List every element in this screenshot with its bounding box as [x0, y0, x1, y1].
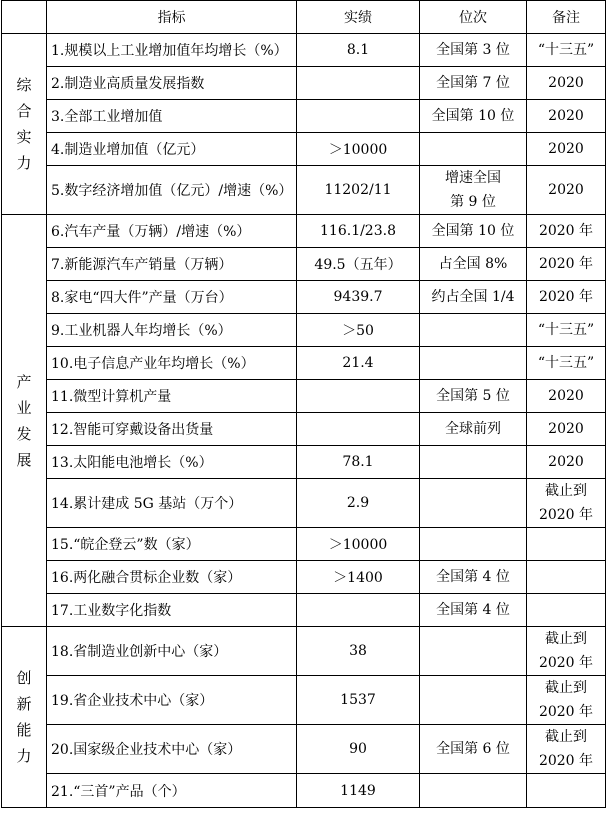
table-row — [2, 166, 606, 215]
note-line: 2020 年 — [538, 507, 594, 523]
rank-cell — [420, 314, 527, 347]
note-line: 2020 年 — [538, 289, 594, 305]
actual-cell: ＞10000 — [297, 528, 420, 561]
table-row — [2, 380, 606, 413]
indicator-cell: 18.省制造业创新中心（家） — [47, 627, 297, 676]
indicator-table — [1, 0, 606, 808]
note-line: 2020 — [548, 388, 584, 404]
table-row — [2, 627, 606, 676]
actual-cell: 1149 — [297, 774, 420, 808]
note-line: 截止到 — [545, 483, 587, 499]
rank-cell — [420, 676, 527, 725]
rank-line: 全国第 10 位 — [431, 108, 515, 124]
table-row — [2, 248, 606, 281]
category-char: 能 — [16, 721, 32, 739]
indicator-cell: 4.制造业增加值（亿元） — [47, 133, 297, 166]
actual-cell: ＞50 — [297, 314, 420, 347]
indicator-cell: 5.数字经济增加值（亿元）/增速（%） — [47, 166, 297, 215]
indicator-cell: 16.两化融合贯标企业数（家） — [47, 561, 297, 594]
actual-cell: 49.5（五年） — [297, 248, 420, 281]
note-line: 2020 — [548, 454, 584, 470]
note-cell — [527, 347, 606, 380]
note-line: 2020 年 — [538, 223, 594, 239]
table-row — [2, 446, 606, 479]
actual-cell — [297, 67, 420, 100]
note-line: 2020 年 — [538, 256, 594, 272]
actual-cell: 8.1 — [297, 34, 420, 67]
rank-cell — [420, 100, 527, 133]
category-label — [2, 627, 47, 808]
category-label — [2, 215, 47, 627]
rank-line: 全国第 4 位 — [436, 602, 510, 618]
indicator-cell: 6.汽车产量（万辆）/增速（%） — [47, 215, 297, 248]
note-cell — [527, 314, 606, 347]
indicator-cell: 3.全部工业增加值 — [47, 100, 297, 133]
actual-cell — [297, 594, 420, 627]
table-row — [2, 67, 606, 100]
actual-cell: 11202/11 — [297, 166, 420, 215]
indicator-cell: 19.省企业技术中心（家） — [47, 676, 297, 725]
indicator-cell: 17.工业数字化指数 — [47, 594, 297, 627]
note-line: 2020 — [548, 75, 584, 91]
table-row — [2, 413, 606, 446]
category-label — [2, 34, 47, 215]
actual-cell: 116.1/23.8 — [297, 215, 420, 248]
table-body — [2, 34, 606, 808]
rank-cell — [420, 594, 527, 627]
rank-cell — [420, 561, 527, 594]
indicator-cell: 14.累计建成 5G 基站（万个） — [47, 479, 297, 528]
rank-cell — [420, 281, 527, 314]
indicator-cell: 1.规模以上工业增加值年均增长（%） — [47, 34, 297, 67]
note-line: 截止到 — [545, 680, 587, 696]
actual-cell: 90 — [297, 725, 420, 774]
note-cell — [527, 528, 606, 561]
note-cell — [527, 380, 606, 413]
rank-cell — [420, 528, 527, 561]
indicator-cell: 8.家电“四大件”产量（万台） — [47, 281, 297, 314]
category-char: 合 — [16, 102, 32, 120]
category-char: 实 — [16, 128, 32, 146]
category-char: 展 — [16, 450, 32, 469]
note-line: “十三五” — [537, 355, 595, 371]
rank-line: 占全国 8% — [438, 256, 508, 272]
header-note: 备注 — [527, 1, 606, 34]
table-row — [2, 133, 606, 166]
table-row — [2, 594, 606, 627]
note-cell — [527, 725, 606, 774]
indicator-cell: 15.“皖企登云”数（家） — [47, 528, 297, 561]
table-row — [2, 34, 606, 67]
actual-cell: ＞1400 — [297, 561, 420, 594]
actual-cell — [297, 380, 420, 413]
rank-cell — [420, 774, 527, 808]
note-line: 2020 年 — [538, 655, 594, 671]
rank-cell — [420, 413, 527, 446]
rank-cell — [420, 627, 527, 676]
table-row — [2, 215, 606, 248]
table-row — [2, 676, 606, 725]
rank-cell — [420, 380, 527, 413]
note-cell — [527, 67, 606, 100]
indicator-cell: 7.新能源汽车产销量（万辆） — [47, 248, 297, 281]
table-row — [2, 528, 606, 561]
rank-line: 增速全国 — [445, 170, 501, 186]
category-char: 新 — [16, 695, 32, 713]
note-cell — [527, 248, 606, 281]
actual-cell — [297, 413, 420, 446]
note-cell — [527, 133, 606, 166]
actual-cell: 21.4 — [297, 347, 420, 380]
actual-cell: 2.9 — [297, 479, 420, 528]
note-line: 2020 年 — [538, 704, 594, 720]
category-char: 发 — [16, 424, 32, 443]
rank-line: 全国第 5 位 — [436, 388, 510, 404]
header-row — [2, 1, 606, 34]
indicator-cell: 12.智能可穿戴设备出货量 — [47, 413, 297, 446]
note-cell — [527, 676, 606, 725]
note-line: 2020 — [548, 141, 584, 157]
category-char: 创 — [16, 669, 32, 687]
rank-line: 约占全国 1/4 — [431, 289, 515, 305]
note-cell — [527, 413, 606, 446]
indicator-cell: 10.电子信息产业年均增长（%） — [47, 347, 297, 380]
note-cell — [527, 34, 606, 67]
indicator-cell: 9.工业机器人年均增长（%） — [47, 314, 297, 347]
note-cell — [527, 594, 606, 627]
note-line: 2020 — [548, 182, 584, 198]
note-line: 2020 — [548, 108, 584, 124]
rank-cell — [420, 446, 527, 479]
rank-line: 全球前列 — [445, 421, 501, 437]
indicator-cell: 2.制造业高质量发展指数 — [47, 67, 297, 100]
category-char: 力 — [16, 747, 32, 765]
category-char: 产 — [16, 372, 32, 391]
table-row — [2, 561, 606, 594]
note-cell — [527, 774, 606, 808]
note-line: 2020 年 — [538, 753, 594, 769]
actual-cell: 9439.7 — [297, 281, 420, 314]
rank-cell — [420, 479, 527, 528]
rank-line: 全国第 10 位 — [431, 223, 515, 239]
rank-line: 全国第 3 位 — [436, 42, 510, 58]
note-cell — [527, 166, 606, 215]
header-indicator: 指标 — [47, 1, 297, 34]
header-category — [2, 1, 47, 34]
actual-cell: ＞10000 — [297, 133, 420, 166]
note-cell — [527, 479, 606, 528]
indicator-cell: 21.“三首”产品（个） — [47, 774, 297, 808]
indicator-cell: 20.国家级企业技术中心（家） — [47, 725, 297, 774]
note-line: “十三五” — [537, 322, 595, 338]
table-row — [2, 774, 606, 808]
category-char: 业 — [16, 398, 32, 417]
note-cell — [527, 281, 606, 314]
rank-line: 全国第 6 位 — [436, 741, 510, 757]
actual-cell: 38 — [297, 627, 420, 676]
rank-cell — [420, 133, 527, 166]
table-row — [2, 479, 606, 528]
note-cell — [527, 446, 606, 479]
category-char: 力 — [16, 154, 32, 172]
indicator-cell: 13.太阳能电池增长（%） — [47, 446, 297, 479]
table-row — [2, 725, 606, 774]
category-char: 综 — [16, 76, 32, 94]
note-line: 2020 — [548, 421, 584, 437]
rank-cell — [420, 725, 527, 774]
rank-line: 全国第 7 位 — [436, 75, 510, 91]
indicator-cell: 11.微型计算机产量 — [47, 380, 297, 413]
note-cell — [527, 215, 606, 248]
rank-cell — [420, 347, 527, 380]
note-cell — [527, 561, 606, 594]
rank-cell — [420, 34, 527, 67]
rank-line: 第 9 位 — [450, 194, 496, 210]
rank-cell — [420, 248, 527, 281]
table-row — [2, 281, 606, 314]
note-line: 截止到 — [545, 729, 587, 745]
rank-cell — [420, 166, 527, 215]
table-row — [2, 347, 606, 380]
actual-cell: 1537 — [297, 676, 420, 725]
note-line: 截止到 — [545, 631, 587, 647]
header-rank: 位次 — [420, 1, 527, 34]
actual-cell: 78.1 — [297, 446, 420, 479]
rank-cell — [420, 215, 527, 248]
actual-cell — [297, 100, 420, 133]
note-cell — [527, 627, 606, 676]
header-actual: 实绩 — [297, 1, 420, 34]
rank-line: 全国第 4 位 — [436, 569, 510, 585]
note-cell — [527, 100, 606, 133]
table-row — [2, 100, 606, 133]
rank-cell — [420, 67, 527, 100]
note-line: “十三五” — [537, 42, 595, 58]
table-row — [2, 314, 606, 347]
